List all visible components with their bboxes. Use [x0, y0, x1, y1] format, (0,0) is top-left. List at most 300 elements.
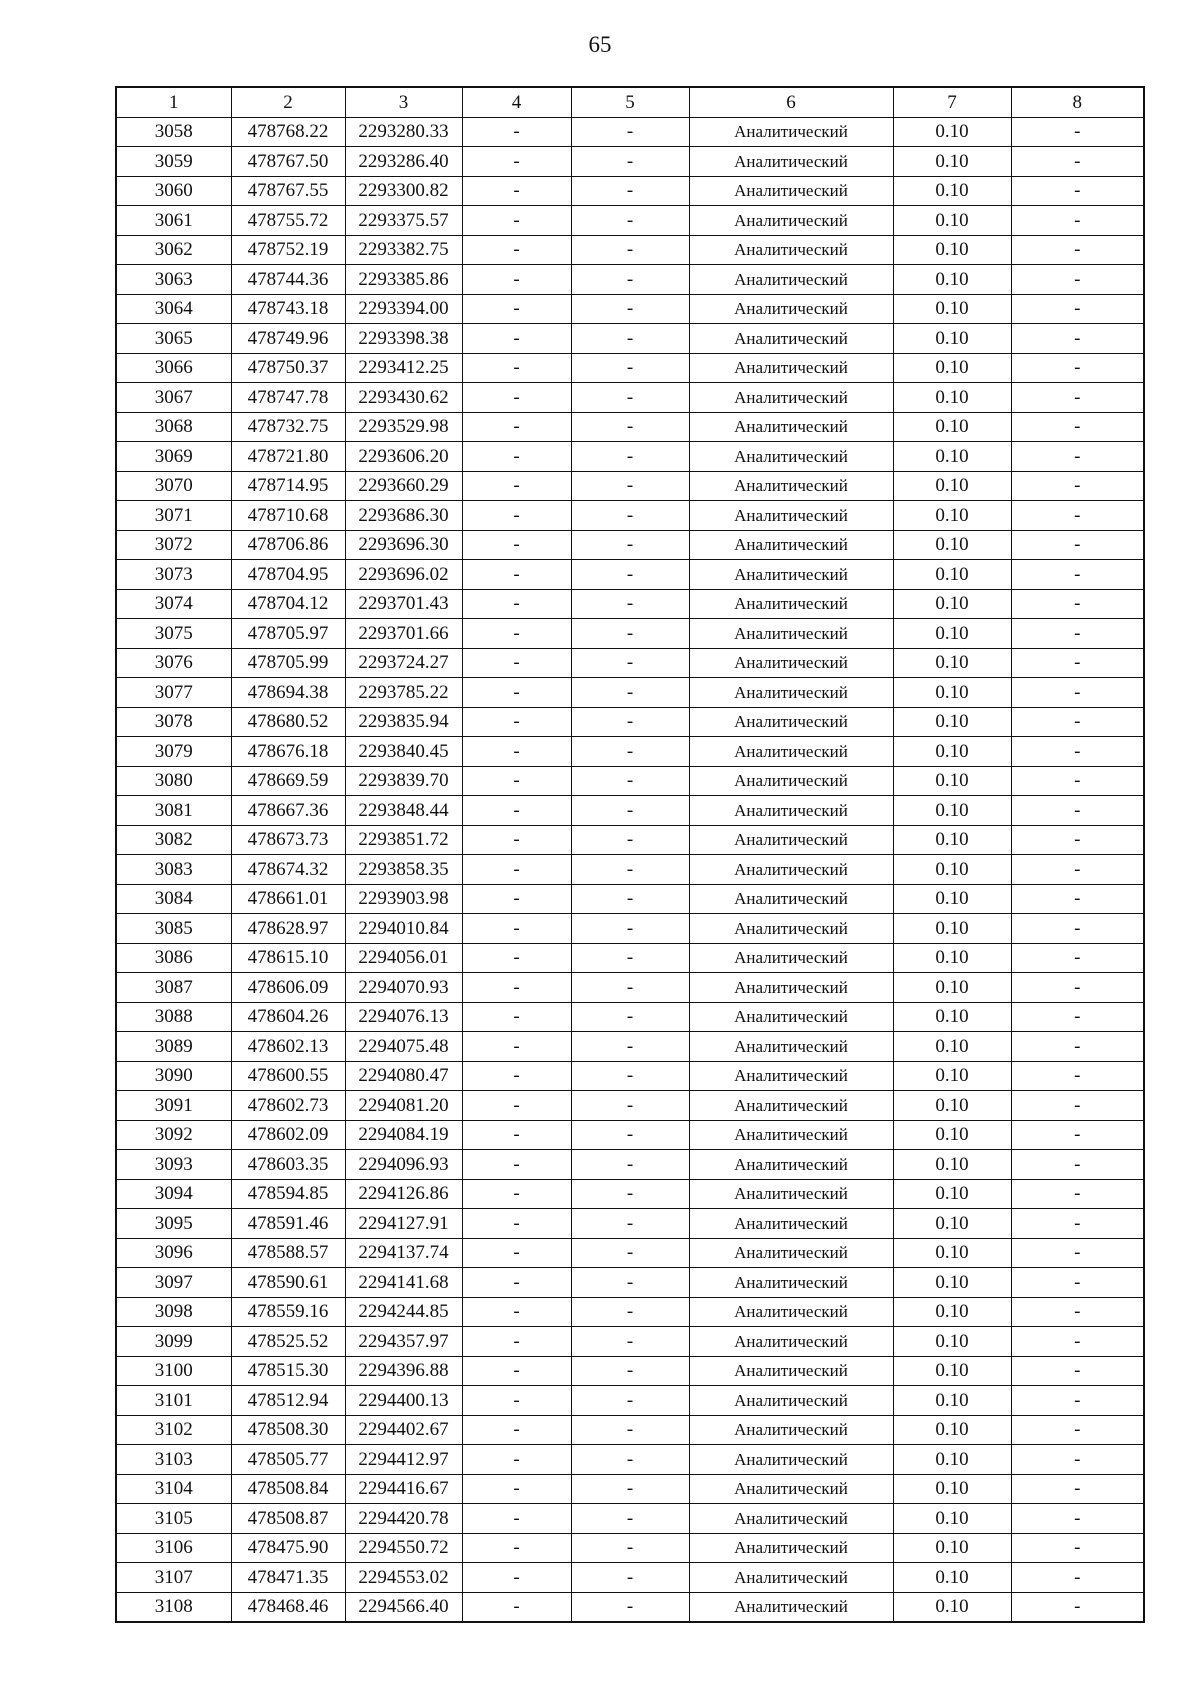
method-cell: Аналитический: [689, 1356, 893, 1386]
method-cell: Аналитический: [689, 294, 893, 324]
table-row: [116, 1268, 1144, 1298]
table-row: [116, 1150, 1144, 1180]
y-coordinate-cell: 2293529.98: [345, 412, 462, 442]
coordinates-table: [115, 86, 1145, 1623]
table-row: [116, 147, 1144, 177]
accuracy-cell: 0.10: [893, 707, 1011, 737]
x-coordinate-cell: 478704.12: [231, 589, 345, 619]
column-4-cell: -: [462, 1120, 571, 1150]
y-coordinate-cell: 2293385.86: [345, 265, 462, 295]
accuracy-cell: 0.10: [893, 206, 1011, 236]
method-cell: Аналитический: [689, 471, 893, 501]
column-4-cell: -: [462, 442, 571, 472]
column-4-cell: -: [462, 914, 571, 944]
column-5-cell: -: [571, 1445, 689, 1475]
column-4-cell: -: [462, 1327, 571, 1357]
accuracy-cell: 0.10: [893, 884, 1011, 914]
x-coordinate-cell: 478694.38: [231, 678, 345, 708]
column-5-cell: -: [571, 1120, 689, 1150]
method-cell: Аналитический: [689, 648, 893, 678]
column-4-cell: -: [462, 1563, 571, 1593]
x-coordinate-cell: 478667.36: [231, 796, 345, 826]
column-8-cell: -: [1011, 1592, 1144, 1622]
column-8-cell: -: [1011, 884, 1144, 914]
table-row: [116, 530, 1144, 560]
column-8-cell: -: [1011, 1061, 1144, 1091]
x-coordinate-cell: 478669.59: [231, 766, 345, 796]
y-coordinate-cell: 2294357.97: [345, 1327, 462, 1357]
column-5-cell: -: [571, 648, 689, 678]
x-coordinate-cell: 478704.95: [231, 560, 345, 590]
method-cell: Аналитический: [689, 353, 893, 383]
accuracy-cell: 0.10: [893, 1150, 1011, 1180]
point-number-cell: 3058: [116, 117, 231, 147]
x-coordinate-cell: 478508.87: [231, 1504, 345, 1534]
y-coordinate-cell: 2294553.02: [345, 1563, 462, 1593]
x-coordinate-cell: 478468.46: [231, 1592, 345, 1622]
table-row: [116, 1386, 1144, 1416]
point-number-cell: 3077: [116, 678, 231, 708]
column-8-cell: -: [1011, 1504, 1144, 1534]
y-coordinate-cell: 2293701.43: [345, 589, 462, 619]
column-8-cell: -: [1011, 619, 1144, 649]
x-coordinate-cell: 478515.30: [231, 1356, 345, 1386]
column-4-cell: -: [462, 235, 571, 265]
column-4-cell: -: [462, 1091, 571, 1121]
table-row: [116, 471, 1144, 501]
point-number-cell: 3093: [116, 1150, 231, 1180]
y-coordinate-cell: 2293724.27: [345, 648, 462, 678]
column-8-cell: -: [1011, 1386, 1144, 1416]
column-8-cell: -: [1011, 1150, 1144, 1180]
x-coordinate-cell: 478508.84: [231, 1474, 345, 1504]
x-coordinate-cell: 478732.75: [231, 412, 345, 442]
accuracy-cell: 0.10: [893, 825, 1011, 855]
y-coordinate-cell: 2294412.97: [345, 1445, 462, 1475]
point-number-cell: 3092: [116, 1120, 231, 1150]
table-row: [116, 353, 1144, 383]
column-header-7: 7: [893, 87, 1011, 117]
column-8-cell: -: [1011, 1356, 1144, 1386]
column-header-4: 4: [462, 87, 571, 117]
x-coordinate-cell: 478755.72: [231, 206, 345, 236]
column-5-cell: -: [571, 1091, 689, 1121]
accuracy-cell: 0.10: [893, 560, 1011, 590]
column-4-cell: -: [462, 1209, 571, 1239]
method-cell: Аналитический: [689, 707, 893, 737]
accuracy-cell: 0.10: [893, 737, 1011, 767]
point-number-cell: 3086: [116, 943, 231, 973]
y-coordinate-cell: 2293430.62: [345, 383, 462, 413]
method-cell: Аналитический: [689, 117, 893, 147]
column-8-cell: -: [1011, 766, 1144, 796]
method-cell: Аналитический: [689, 206, 893, 236]
x-coordinate-cell: 478602.09: [231, 1120, 345, 1150]
method-cell: Аналитический: [689, 324, 893, 354]
table-row: [116, 1415, 1144, 1445]
column-8-cell: -: [1011, 442, 1144, 472]
point-number-cell: 3100: [116, 1356, 231, 1386]
method-cell: Аналитический: [689, 825, 893, 855]
column-4-cell: -: [462, 1297, 571, 1327]
accuracy-cell: 0.10: [893, 1327, 1011, 1357]
table-row: [116, 235, 1144, 265]
column-4-cell: -: [462, 383, 571, 413]
accuracy-cell: 0.10: [893, 1268, 1011, 1298]
table-row: [116, 825, 1144, 855]
column-8-cell: -: [1011, 1268, 1144, 1298]
method-cell: Аналитический: [689, 1268, 893, 1298]
y-coordinate-cell: 2294141.68: [345, 1268, 462, 1298]
column-8-cell: -: [1011, 176, 1144, 206]
table-row: [116, 648, 1144, 678]
x-coordinate-cell: 478602.13: [231, 1032, 345, 1062]
column-5-cell: -: [571, 147, 689, 177]
column-8-cell: -: [1011, 737, 1144, 767]
column-5-cell: -: [571, 1238, 689, 1268]
x-coordinate-cell: 478525.52: [231, 1327, 345, 1357]
accuracy-cell: 0.10: [893, 1238, 1011, 1268]
accuracy-cell: 0.10: [893, 1209, 1011, 1239]
column-5-cell: -: [571, 265, 689, 295]
table-row: [116, 855, 1144, 885]
point-number-cell: 3073: [116, 560, 231, 590]
y-coordinate-cell: 2293606.20: [345, 442, 462, 472]
accuracy-cell: 0.10: [893, 324, 1011, 354]
point-number-cell: 3072: [116, 530, 231, 560]
x-coordinate-cell: 478600.55: [231, 1061, 345, 1091]
column-header-8: 8: [1011, 87, 1144, 117]
column-5-cell: -: [571, 1002, 689, 1032]
point-number-cell: 3108: [116, 1592, 231, 1622]
table-row: [116, 1179, 1144, 1209]
method-cell: Аналитический: [689, 678, 893, 708]
point-number-cell: 3097: [116, 1268, 231, 1298]
method-cell: Аналитический: [689, 1592, 893, 1622]
column-4-cell: -: [462, 1474, 571, 1504]
column-4-cell: -: [462, 471, 571, 501]
column-8-cell: -: [1011, 1533, 1144, 1563]
y-coordinate-cell: 2293696.02: [345, 560, 462, 590]
column-5-cell: -: [571, 324, 689, 354]
y-coordinate-cell: 2294084.19: [345, 1120, 462, 1150]
x-coordinate-cell: 478710.68: [231, 501, 345, 531]
point-number-cell: 3102: [116, 1415, 231, 1445]
column-8-cell: -: [1011, 1415, 1144, 1445]
accuracy-cell: 0.10: [893, 265, 1011, 295]
column-8-cell: -: [1011, 1297, 1144, 1327]
x-coordinate-cell: 478676.18: [231, 737, 345, 767]
point-number-cell: 3098: [116, 1297, 231, 1327]
column-8-cell: -: [1011, 678, 1144, 708]
table-row: [116, 1445, 1144, 1475]
table-row: [116, 1474, 1144, 1504]
point-number-cell: 3075: [116, 619, 231, 649]
column-8-cell: -: [1011, 973, 1144, 1003]
table-row: [116, 1592, 1144, 1622]
column-5-cell: -: [571, 1592, 689, 1622]
table-row: [116, 678, 1144, 708]
column-4-cell: -: [462, 176, 571, 206]
x-coordinate-cell: 478505.77: [231, 1445, 345, 1475]
accuracy-cell: 0.10: [893, 1563, 1011, 1593]
point-number-cell: 3096: [116, 1238, 231, 1268]
y-coordinate-cell: 2294126.86: [345, 1179, 462, 1209]
column-8-cell: -: [1011, 1179, 1144, 1209]
column-8-cell: -: [1011, 412, 1144, 442]
accuracy-cell: 0.10: [893, 1061, 1011, 1091]
x-coordinate-cell: 478767.50: [231, 147, 345, 177]
accuracy-cell: 0.10: [893, 471, 1011, 501]
y-coordinate-cell: 2294416.67: [345, 1474, 462, 1504]
column-4-cell: -: [462, 825, 571, 855]
x-coordinate-cell: 478721.80: [231, 442, 345, 472]
accuracy-cell: 0.10: [893, 1179, 1011, 1209]
column-8-cell: -: [1011, 294, 1144, 324]
column-5-cell: -: [571, 501, 689, 531]
method-cell: Аналитический: [689, 412, 893, 442]
table-row: [116, 1533, 1144, 1563]
method-cell: Аналитический: [689, 1327, 893, 1357]
column-5-cell: -: [571, 1474, 689, 1504]
accuracy-cell: 0.10: [893, 442, 1011, 472]
table-row: [116, 117, 1144, 147]
y-coordinate-cell: 2294076.13: [345, 1002, 462, 1032]
x-coordinate-cell: 478750.37: [231, 353, 345, 383]
x-coordinate-cell: 478673.73: [231, 825, 345, 855]
accuracy-cell: 0.10: [893, 235, 1011, 265]
column-5-cell: -: [571, 1150, 689, 1180]
table-row: [116, 1120, 1144, 1150]
x-coordinate-cell: 478603.35: [231, 1150, 345, 1180]
accuracy-cell: 0.10: [893, 353, 1011, 383]
table-row: [116, 560, 1144, 590]
column-8-cell: -: [1011, 501, 1144, 531]
column-4-cell: -: [462, 766, 571, 796]
table-row: [116, 294, 1144, 324]
column-4-cell: -: [462, 1179, 571, 1209]
point-number-cell: 3104: [116, 1474, 231, 1504]
method-cell: Аналитический: [689, 1091, 893, 1121]
column-5-cell: -: [571, 1504, 689, 1534]
column-4-cell: -: [462, 884, 571, 914]
point-number-cell: 3106: [116, 1533, 231, 1563]
column-8-cell: -: [1011, 1474, 1144, 1504]
method-cell: Аналитический: [689, 1445, 893, 1475]
accuracy-cell: 0.10: [893, 1091, 1011, 1121]
y-coordinate-cell: 2293382.75: [345, 235, 462, 265]
column-5-cell: -: [571, 1209, 689, 1239]
column-4-cell: -: [462, 1150, 571, 1180]
column-5-cell: -: [571, 1032, 689, 1062]
column-8-cell: -: [1011, 235, 1144, 265]
y-coordinate-cell: 2293394.00: [345, 294, 462, 324]
point-number-cell: 3107: [116, 1563, 231, 1593]
point-number-cell: 3103: [116, 1445, 231, 1475]
column-8-cell: -: [1011, 206, 1144, 236]
table-row: [116, 737, 1144, 767]
accuracy-cell: 0.10: [893, 1474, 1011, 1504]
column-4-cell: -: [462, 147, 571, 177]
point-number-cell: 3064: [116, 294, 231, 324]
point-number-cell: 3070: [116, 471, 231, 501]
point-number-cell: 3099: [116, 1327, 231, 1357]
point-number-cell: 3061: [116, 206, 231, 236]
y-coordinate-cell: 2294075.48: [345, 1032, 462, 1062]
point-number-cell: 3083: [116, 855, 231, 885]
column-4-cell: -: [462, 1533, 571, 1563]
y-coordinate-cell: 2293660.29: [345, 471, 462, 501]
column-8-cell: -: [1011, 1563, 1144, 1593]
column-5-cell: -: [571, 353, 689, 383]
y-coordinate-cell: 2293286.40: [345, 147, 462, 177]
table-row: [116, 707, 1144, 737]
accuracy-cell: 0.10: [893, 294, 1011, 324]
x-coordinate-cell: 478749.96: [231, 324, 345, 354]
point-number-cell: 3101: [116, 1386, 231, 1416]
x-coordinate-cell: 478606.09: [231, 973, 345, 1003]
accuracy-cell: 0.10: [893, 1533, 1011, 1563]
method-cell: Аналитический: [689, 1474, 893, 1504]
column-8-cell: -: [1011, 530, 1144, 560]
column-5-cell: -: [571, 1533, 689, 1563]
column-8-cell: -: [1011, 1327, 1144, 1357]
accuracy-cell: 0.10: [893, 1356, 1011, 1386]
column-8-cell: -: [1011, 1002, 1144, 1032]
x-coordinate-cell: 478705.97: [231, 619, 345, 649]
method-cell: Аналитический: [689, 560, 893, 590]
column-4-cell: -: [462, 973, 571, 1003]
column-5-cell: -: [571, 973, 689, 1003]
column-4-cell: -: [462, 412, 571, 442]
table-row: [116, 884, 1144, 914]
y-coordinate-cell: 2294402.67: [345, 1415, 462, 1445]
y-coordinate-cell: 2294400.13: [345, 1386, 462, 1416]
column-4-cell: -: [462, 117, 571, 147]
table-row: [116, 206, 1144, 236]
accuracy-cell: 0.10: [893, 943, 1011, 973]
table-row: [116, 1238, 1144, 1268]
table-row: [116, 176, 1144, 206]
accuracy-cell: 0.10: [893, 678, 1011, 708]
column-header-1: 1: [116, 87, 231, 117]
page-number: 65: [588, 32, 612, 57]
column-5-cell: -: [571, 1268, 689, 1298]
method-cell: Аналитический: [689, 176, 893, 206]
table-row: [116, 1032, 1144, 1062]
column-4-cell: -: [462, 1268, 571, 1298]
method-cell: Аналитический: [689, 973, 893, 1003]
column-4-cell: -: [462, 589, 571, 619]
header-row: [116, 87, 1144, 117]
method-cell: Аналитический: [689, 619, 893, 649]
table-row: [116, 1002, 1144, 1032]
y-coordinate-cell: 2293696.30: [345, 530, 462, 560]
method-cell: Аналитический: [689, 1563, 893, 1593]
accuracy-cell: 0.10: [893, 973, 1011, 1003]
column-header-3: 3: [345, 87, 462, 117]
method-cell: Аналитический: [689, 442, 893, 472]
table-row: [116, 766, 1144, 796]
column-5-cell: -: [571, 855, 689, 885]
column-4-cell: -: [462, 1238, 571, 1268]
column-header-2: 2: [231, 87, 345, 117]
method-cell: Аналитический: [689, 737, 893, 767]
column-5-cell: -: [571, 1327, 689, 1357]
column-8-cell: -: [1011, 1209, 1144, 1239]
point-number-cell: 3062: [116, 235, 231, 265]
column-8-cell: -: [1011, 265, 1144, 295]
column-4-cell: -: [462, 353, 571, 383]
y-coordinate-cell: 2294070.93: [345, 973, 462, 1003]
y-coordinate-cell: 2294137.74: [345, 1238, 462, 1268]
table-row: [116, 973, 1144, 1003]
accuracy-cell: 0.10: [893, 648, 1011, 678]
column-5-cell: -: [571, 589, 689, 619]
table-row: [116, 1297, 1144, 1327]
column-5-cell: -: [571, 678, 689, 708]
method-cell: Аналитический: [689, 1504, 893, 1534]
column-5-cell: -: [571, 1386, 689, 1416]
method-cell: Аналитический: [689, 1179, 893, 1209]
column-5-cell: -: [571, 737, 689, 767]
method-cell: Аналитический: [689, 265, 893, 295]
method-cell: Аналитический: [689, 1150, 893, 1180]
column-8-cell: -: [1011, 1032, 1144, 1062]
column-5-cell: -: [571, 1356, 689, 1386]
column-5-cell: -: [571, 176, 689, 206]
table-row: [116, 1563, 1144, 1593]
table-row: [116, 1091, 1144, 1121]
column-8-cell: -: [1011, 383, 1144, 413]
column-8-cell: -: [1011, 147, 1144, 177]
y-coordinate-cell: 2294244.85: [345, 1297, 462, 1327]
column-4-cell: -: [462, 1002, 571, 1032]
accuracy-cell: 0.10: [893, 1032, 1011, 1062]
x-coordinate-cell: 478615.10: [231, 943, 345, 973]
y-coordinate-cell: 2294550.72: [345, 1533, 462, 1563]
column-header-5: 5: [571, 87, 689, 117]
point-number-cell: 3089: [116, 1032, 231, 1062]
x-coordinate-cell: 478706.86: [231, 530, 345, 560]
column-4-cell: -: [462, 1061, 571, 1091]
column-5-cell: -: [571, 943, 689, 973]
method-cell: Аналитический: [689, 855, 893, 885]
column-4-cell: -: [462, 501, 571, 531]
column-5-cell: -: [571, 530, 689, 560]
accuracy-cell: 0.10: [893, 412, 1011, 442]
x-coordinate-cell: 478744.36: [231, 265, 345, 295]
method-cell: Аналитический: [689, 1209, 893, 1239]
y-coordinate-cell: 2294056.01: [345, 943, 462, 973]
column-4-cell: -: [462, 265, 571, 295]
column-4-cell: -: [462, 1504, 571, 1534]
x-coordinate-cell: 478590.61: [231, 1268, 345, 1298]
column-5-cell: -: [571, 206, 689, 236]
table-row: [116, 265, 1144, 295]
point-number-cell: 3094: [116, 1179, 231, 1209]
column-8-cell: -: [1011, 914, 1144, 944]
column-4-cell: -: [462, 796, 571, 826]
point-number-cell: 3090: [116, 1061, 231, 1091]
column-4-cell: -: [462, 294, 571, 324]
column-5-cell: -: [571, 1179, 689, 1209]
point-number-cell: 3076: [116, 648, 231, 678]
accuracy-cell: 0.10: [893, 1386, 1011, 1416]
point-number-cell: 3080: [116, 766, 231, 796]
column-5-cell: -: [571, 412, 689, 442]
y-coordinate-cell: 2294096.93: [345, 1150, 462, 1180]
